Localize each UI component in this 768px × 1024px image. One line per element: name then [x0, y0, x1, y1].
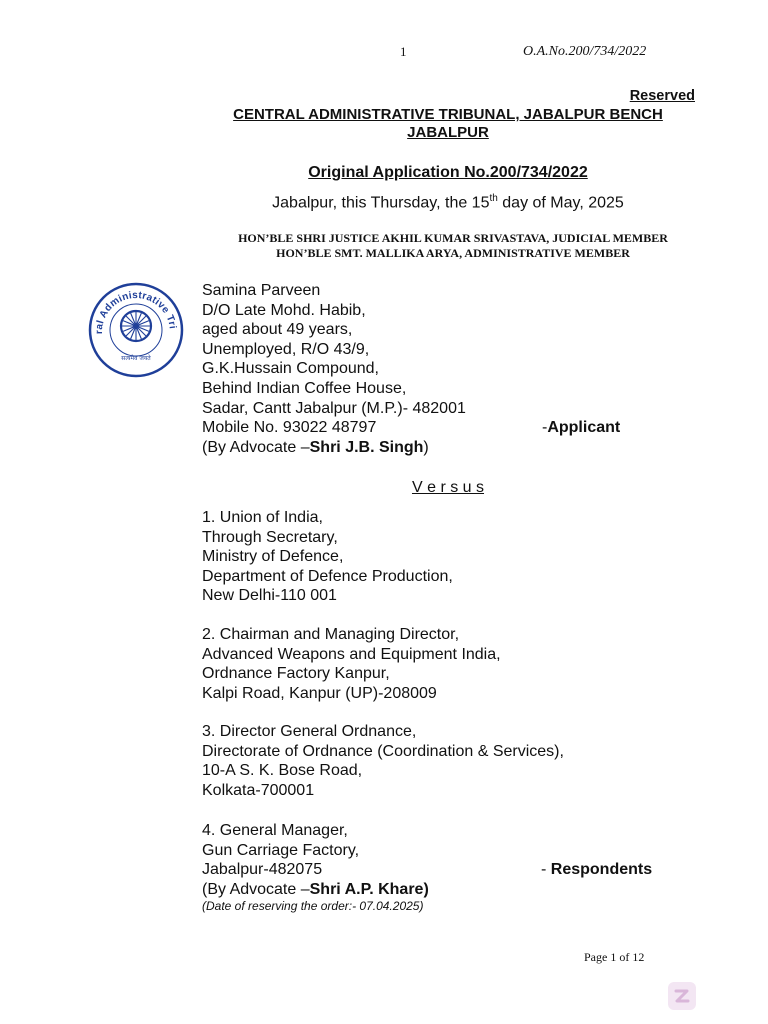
- page-number: 1: [400, 44, 407, 59]
- applicant-line: D/O Late Mohd. Habib,: [202, 301, 366, 319]
- respondent-line: Through Secretary,: [202, 528, 338, 546]
- date-line-text: Jabalpur, this Thursday, the 15: [272, 194, 490, 212]
- respondent-line: 4. General Manager,: [202, 822, 348, 839]
- reserved-label: Reserved: [629, 88, 695, 104]
- applicant-line: Sadar, Cantt Jabalpur (M.P.)- 482001: [202, 399, 466, 417]
- reserve-date-note: (Date of reserving the order:- 07.04.2025): [202, 899, 424, 913]
- tribunal-seal: [88, 282, 184, 378]
- advocate-suffix: ): [423, 438, 429, 456]
- applicant-line: Mobile No. 93022 48797: [202, 419, 377, 437]
- applicant-line: Samina Parveen: [202, 282, 321, 299]
- applicant-details: [202, 281, 466, 457]
- respondent-line: Jabalpur-482075: [202, 861, 323, 879]
- date-line-sup: th: [489, 193, 498, 204]
- date-line: [200, 193, 696, 212]
- advocate-prefix: (By Advocate –: [202, 438, 310, 456]
- bench-member-administrative: HON’BLE SMT. MALLIKA ARYA, ADMINISTRATIVE MEMBER: [276, 246, 630, 260]
- respondent-line: Kalpi Road, Kanpur (UP)-208009: [202, 684, 437, 702]
- bench-members: [200, 231, 706, 261]
- bench-member-judicial: HON’BLE SHRI JUSTICE AKHIL KUMAR SRIVASTAVA, JUDICIAL MEMBER: [238, 231, 668, 245]
- seal-text-top: ral Administrative Tri: [93, 289, 178, 335]
- applicant-line: aged about 49 years,: [202, 321, 353, 339]
- tribunal-seal-icon: [88, 282, 184, 378]
- case-reference: O.A.No.200/734/2022: [523, 44, 647, 59]
- respondent-line: Advanced Weapons and Equipment India,: [202, 645, 501, 663]
- advocate-prefix: (By Advocate –: [202, 880, 310, 898]
- date-line-text-end: day of May, 2025: [497, 194, 624, 212]
- applicant-line: Behind Indian Coffee House,: [202, 379, 407, 397]
- respondent-4: [202, 821, 429, 899]
- respondent-role: [541, 860, 652, 880]
- respondent-line: 10-A S. K. Bose Road,: [202, 762, 363, 780]
- court-name-line1: CENTRAL ADMINISTRATIVE TRIBUNAL, JABALPUR BENCH: [233, 106, 663, 123]
- respondent-line: New Delhi-110 001: [202, 587, 337, 605]
- court-name-line2: JABALPUR: [407, 124, 489, 141]
- respondent-advocate-name: Shri A.P. Khare): [309, 880, 429, 898]
- document-viewer-logo-icon: [668, 982, 696, 1010]
- respondent-3: [202, 722, 564, 800]
- application-title: Original Application No.200/734/2022: [308, 164, 588, 181]
- role-dash: -: [542, 419, 548, 436]
- respondent-role-label: Respondents: [550, 861, 653, 878]
- respondent-line: 3. Director General Ordnance,: [202, 723, 417, 740]
- applicant-role: [542, 418, 620, 438]
- respondent-line: Ministry of Defence,: [202, 548, 344, 566]
- respondent-line: Directorate of Ordnance (Coordination & Services),: [202, 742, 564, 760]
- role-dash: -: [541, 861, 551, 878]
- respondent-1: [202, 508, 453, 606]
- respondent-advocate: [202, 880, 429, 900]
- applicant-advocate-name: Shri J.B. Singh: [309, 438, 424, 456]
- respondent-2: [202, 625, 501, 703]
- applicant-role-label: Applicant: [547, 419, 621, 436]
- respondent-line: 1. Union of India,: [202, 509, 323, 526]
- applicant-advocate: [202, 438, 466, 458]
- respondent-line: Gun Carriage Factory,: [202, 841, 360, 859]
- seal-text-bottom: सत्यमेव जयते: [121, 355, 151, 362]
- applicant-line: G.K.Hussain Compound,: [202, 360, 379, 378]
- respondent-line: Department of Defence Production,: [202, 567, 453, 585]
- versus-heading: V e r s u s: [411, 479, 485, 496]
- page-count: Page 1 of 12: [584, 950, 645, 964]
- respondent-line: Kolkata-700001: [202, 781, 315, 799]
- respondent-line: 2. Chairman and Managing Director,: [202, 626, 460, 643]
- applicant-line: Unemployed, R/O 43/9,: [202, 340, 370, 358]
- court-name: [200, 106, 696, 142]
- respondent-line: Ordnance Factory Kanpur,: [202, 665, 390, 683]
